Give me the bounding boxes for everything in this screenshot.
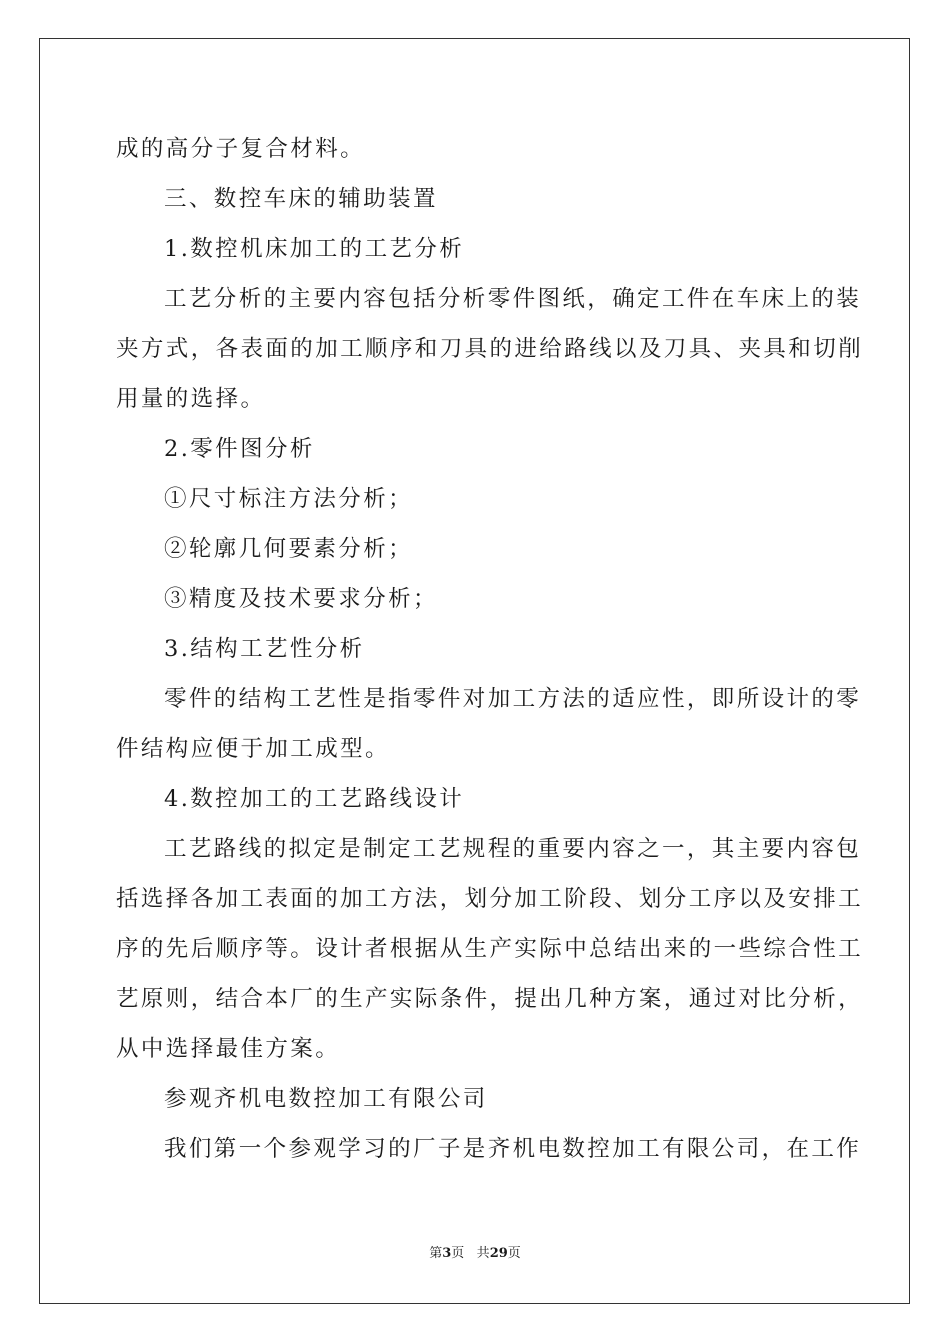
subheading: 1.数控机床加工的工艺分析 xyxy=(164,236,465,262)
body-line: 用量的选择。 xyxy=(116,386,266,412)
body-line: 我们第一个参观学习的厂子是齐机电数控加工有限公司，在工作 xyxy=(164,1136,862,1162)
footer-total-suffix: 页 xyxy=(507,1246,521,1261)
footer-prefix: 第 xyxy=(429,1246,443,1261)
total-pages: 29 xyxy=(489,1246,508,1261)
body-line: 工艺分析的主要内容包括分析零件图纸，确定工件在车床上的装 xyxy=(164,286,862,312)
body-line: 件结构应便于加工成型。 xyxy=(116,736,390,762)
subheading: 3.结构工艺性分析 xyxy=(164,636,365,662)
section-heading: 三、数控车床的辅助装置 xyxy=(164,186,438,212)
subheading: 4.数控加工的工艺路线设计 xyxy=(164,786,465,812)
body-line: 参观齐机电数控加工有限公司 xyxy=(164,1086,488,1112)
footer-total-prefix: 共 xyxy=(476,1246,490,1261)
body-line: 艺原则，结合本厂的生产实际条件，提出几种方案，通过对比分析， xyxy=(116,986,864,1012)
page-number: 3 xyxy=(442,1246,452,1261)
body-line: 从中选择最佳方案。 xyxy=(116,1036,341,1062)
body-line: 工艺路线的拟定是制定工艺规程的重要内容之一，其主要内容包 xyxy=(164,836,862,862)
page-footer xyxy=(0,1245,950,1263)
list-item: ③精度及技术要求分析； xyxy=(164,586,438,612)
subheading: 2.零件图分析 xyxy=(164,436,315,462)
body-line: 成的高分子复合材料。 xyxy=(116,136,366,162)
body-line: 序的先后顺序等。设计者根据从生产实际中总结出来的一些综合性工 xyxy=(116,936,864,962)
body-line: 夹方式，各表面的加工顺序和刀具的进给路线以及刀具、夹具和切削 xyxy=(116,336,864,362)
body-line: 零件的结构工艺性是指零件对加工方法的适应性，即所设计的零 xyxy=(164,686,862,712)
footer-page-suffix: 页 xyxy=(451,1246,465,1261)
list-item: ②轮廓几何要素分析； xyxy=(164,536,414,562)
body-line: 括选择各加工表面的加工方法，划分加工阶段、划分工序以及安排工 xyxy=(116,886,864,912)
page-border xyxy=(39,38,910,1304)
list-item: ①尺寸标注方法分析； xyxy=(164,486,414,512)
